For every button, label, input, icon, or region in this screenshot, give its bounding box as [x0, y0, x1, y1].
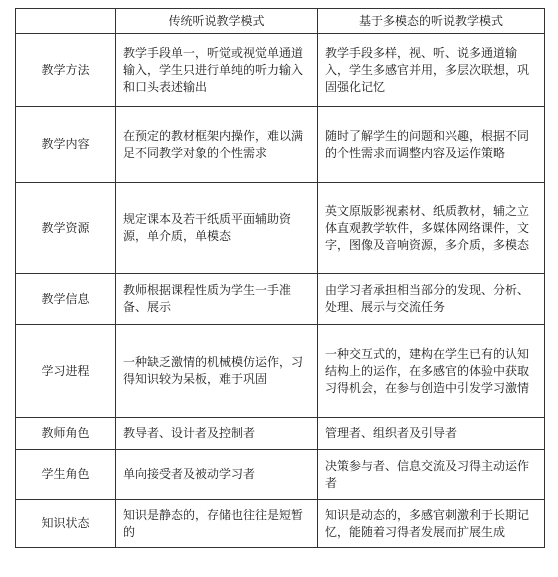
traditional-cell: 知识是静态的，存储也往往是短暂的 — [116, 500, 318, 548]
row-label: 教学资源 — [16, 183, 116, 274]
table-row — [16, 418, 545, 450]
table-row — [16, 34, 545, 107]
traditional-cell: 规定课本及若干纸质平面辅助资源，单介质，单模态 — [116, 183, 318, 274]
multimodal-cell: 管理者、组织者及引导者 — [318, 418, 545, 450]
traditional-cell: 教学手段单一，听觉或视觉单通道输入，学生只进行单纯的听力输入和口头表述输出 — [116, 34, 318, 107]
row-label: 教师角色 — [16, 418, 116, 450]
row-label: 教学内容 — [16, 107, 116, 183]
comparison-table — [15, 8, 545, 548]
table-row — [16, 325, 545, 418]
multimodal-cell: 英文原版影视素材、纸质教材，辅之立体直观教学软件，多媒体网络课件，文字，图像及音响资源，多介质，多模态 — [318, 183, 545, 274]
row-label: 知识状态 — [16, 500, 116, 548]
table-row — [16, 450, 545, 500]
header-multimodal-mode: 基于多模态的听说教学模式 — [318, 9, 545, 34]
header-traditional-mode: 传统听说教学模式 — [116, 9, 318, 34]
table-row — [16, 183, 545, 274]
multimodal-cell: 随时了解学生的问题和兴趣，根据不同的个性需求而调整内容及运作策略 — [318, 107, 545, 183]
multimodal-cell: 知识是动态的，多感官刺激利于长期记忆，能随着习得者发展而扩展生成 — [318, 500, 545, 548]
header-cell-blank — [16, 9, 116, 34]
traditional-cell: 教导者、设计者及控制者 — [116, 418, 318, 450]
table-row — [16, 107, 545, 183]
table-header-row — [16, 9, 545, 34]
traditional-cell: 在预定的教材框架内操作，难以满足不同教学对象的个性需求 — [116, 107, 318, 183]
row-label: 学习进程 — [16, 325, 116, 418]
row-label: 教学信息 — [16, 274, 116, 325]
row-label: 学生角色 — [16, 450, 116, 500]
traditional-cell: 一种缺乏激情的机械模仿运作，习得知识较为呆板，难于巩固 — [116, 325, 318, 418]
table-row — [16, 274, 545, 325]
traditional-cell: 教师根据课程性质为学生一手准备、展示 — [116, 274, 318, 325]
table-row — [16, 500, 545, 548]
multimodal-cell: 由学习者承担相当部分的发现、分析、处理、展示与交流任务 — [318, 274, 545, 325]
multimodal-cell: 一种交互式的，建构在学生已有的认知结构上的运作，在多感官的体验中获取习得机会，在参与创造中引发学习激情 — [318, 325, 545, 418]
multimodal-cell: 教学手段多样，视、听、说多通道输入，学生多感官并用，多层次联想，巩固强化记忆 — [318, 34, 545, 107]
traditional-cell: 单向接受者及被动学习者 — [116, 450, 318, 500]
row-label: 教学方法 — [16, 34, 116, 107]
multimodal-cell: 决策参与者、信息交流及习得主动运作者 — [318, 450, 545, 500]
